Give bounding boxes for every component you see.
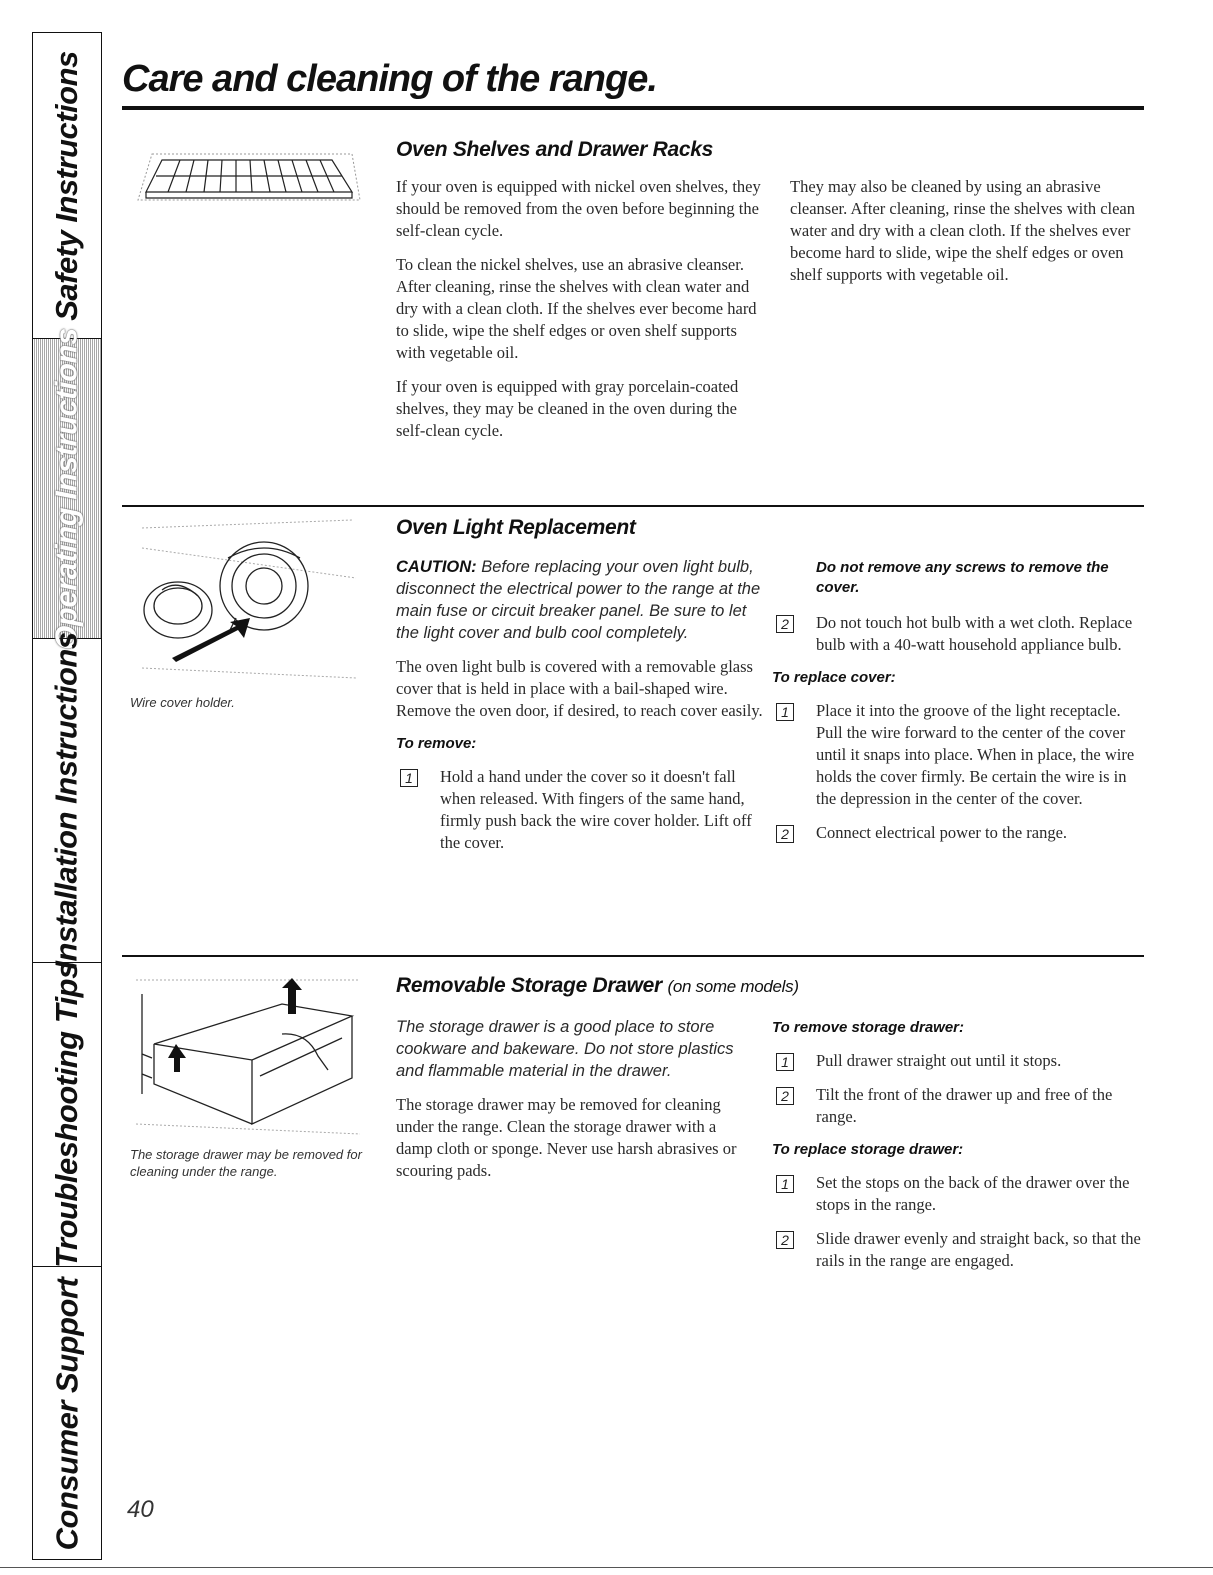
section-heading: Oven Shelves and Drawer Racks: [396, 138, 713, 161]
tab-installation-instructions[interactable]: [33, 631, 101, 970]
step-number: 2: [776, 1087, 794, 1105]
paragraph: They may also be cleaned by using an abrasive cleanser. After cleaning, rinse the shelves with clean water and dry with a clean cloth. If the shelves ever become hard to slide, wipe the shelf edges or oven shelf supports with vegetable oil.: [790, 177, 1135, 284]
drawer-column-2: [772, 1016, 1144, 1284]
page-title: Care and cleaning of the range.: [122, 58, 657, 100]
subheading: To replace storage drawer:: [772, 1141, 964, 1158]
step-text: Do not touch hot bulb with a wet cloth. Replace bulb with a 40-watt household appliance bulb.: [816, 613, 1133, 654]
subheading: To replace cover:: [772, 669, 896, 686]
step-item: [772, 1084, 1144, 1128]
page-bottom-rule: [0, 1567, 1213, 1568]
caution-text: Before replacing your oven light bulb, disconnect the electrical power to the range at the main fuse or circuit breaker panel. Be sure to let the light cover and bulb cool completely.: [396, 558, 761, 642]
section-oven-shelves: [122, 132, 1144, 502]
step-item: [772, 1172, 1144, 1216]
paragraph: To clean the nickel shelves, use an abrasive cleanser. After cleaning, rinse the shelves with clean water and dry with a clean cloth. If the shelves ever become hard to slide, wipe the shelf edges or oven shelf supports with vegetable oil.: [396, 255, 757, 362]
paragraph: The storage drawer may be removed for cleaning under the range. Clean the storage drawer with a damp cloth or sponge. Never use harsh abrasives or scouring pads.: [396, 1095, 737, 1180]
tab-troubleshooting-tips[interactable]: [33, 963, 101, 1267]
step-item: [396, 766, 766, 854]
drawer-note: The storage drawer is a good place to store cookware and bakeware. Do not store plastics and flammable material in the drawer.: [396, 1018, 734, 1080]
title-divider: [122, 106, 1144, 110]
paragraph: If your oven is equipped with nickel oven shelves, they should be removed from the oven before beginning the self-clean cycle.: [396, 177, 761, 240]
tab-label: Consumer Support: [49, 1277, 85, 1551]
section-heading: [396, 974, 799, 998]
storage-drawer-illustration: [132, 974, 364, 1140]
step-number: 2: [776, 1231, 794, 1249]
step-item: [772, 612, 1144, 656]
subheading: To remove storage drawer:: [772, 1019, 965, 1036]
step-number: 1: [400, 769, 418, 787]
step-number: 1: [776, 1053, 794, 1071]
step-text: Place it into the groove of the light receptacle. Pull the wire forward to the center of the cover until it snaps into place. When in place, the wire holds the cover firmly. Be certain the wire is in the depression in the center of the cover.: [816, 701, 1135, 808]
figure-caption: The storage drawer may be removed for cleaning under the range.: [130, 1147, 362, 1179]
tab-label: Troubleshooting Tips: [49, 961, 84, 1268]
figure-caption: Wire cover holder.: [130, 695, 235, 710]
step-number: 2: [776, 825, 794, 843]
step-item: [772, 1228, 1144, 1272]
section-storage-drawer: [122, 960, 1144, 1320]
shelves-column-1: [396, 176, 766, 454]
tab-operating-instructions[interactable]: [33, 327, 101, 650]
paragraph: If your oven is equipped with gray porcelain-coated shelves, they may be cleaned in the oven during the self-clean cycle.: [396, 377, 739, 440]
heading-text: Removable Storage Drawer: [396, 974, 662, 997]
subheading: To remove:: [396, 735, 477, 752]
step-item: [772, 822, 1144, 844]
side-tab-rail: [32, 32, 102, 1560]
screws-warning: Do not remove any screws to remove the cover.: [816, 559, 1109, 596]
tab-label: Safety Instructions: [49, 50, 84, 321]
step-text: Slide drawer evenly and straight back, so that the rails in the range are engaged.: [816, 1229, 1141, 1270]
tab-label: Operating Instructions: [49, 327, 85, 650]
light-column-2: [772, 556, 1144, 856]
heading-note: (on some models): [667, 977, 799, 996]
step-number: 1: [776, 703, 794, 721]
section-divider: [122, 955, 1144, 957]
step-text: Tilt the front of the drawer up and free of the range.: [816, 1085, 1113, 1126]
step-text: Connect electrical power to the range.: [816, 823, 1068, 842]
oven-shelf-illustration: [132, 140, 364, 212]
step-number: 1: [776, 1175, 794, 1193]
caution-label: CAUTION:: [396, 558, 477, 576]
step-number: 2: [776, 615, 794, 633]
drawer-column-1: [396, 1016, 746, 1194]
step-item: [772, 700, 1144, 810]
step-text: Set the stops on the back of the drawer over the stops in the range.: [816, 1173, 1130, 1214]
section-divider: [122, 505, 1144, 507]
section-oven-light: [122, 510, 1144, 950]
oven-light-illustration: [132, 518, 364, 684]
tab-safety-instructions[interactable]: [33, 33, 101, 339]
shelves-column-2: [790, 176, 1150, 298]
tab-label: Installation Instructions: [49, 631, 84, 970]
step-text: Hold a hand under the cover so it doesn't fall when released. With fingers of the same hand, firmly push back the wire cover holder. Lift off the cover.: [440, 767, 752, 852]
step-text: Pull drawer straight out until it stops.: [816, 1051, 1062, 1070]
page-number: 40: [127, 1496, 154, 1523]
light-column-1: [396, 556, 766, 866]
caution-note: [396, 556, 766, 644]
paragraph: The oven light bulb is covered with a removable glass cover that is held in place with a bail-shaped wire. Remove the oven door, if desired, to reach cover easily.: [396, 657, 763, 720]
tab-consumer-support[interactable]: [33, 1267, 101, 1561]
step-item: [772, 1050, 1144, 1072]
section-heading: Oven Light Replacement: [396, 516, 636, 539]
